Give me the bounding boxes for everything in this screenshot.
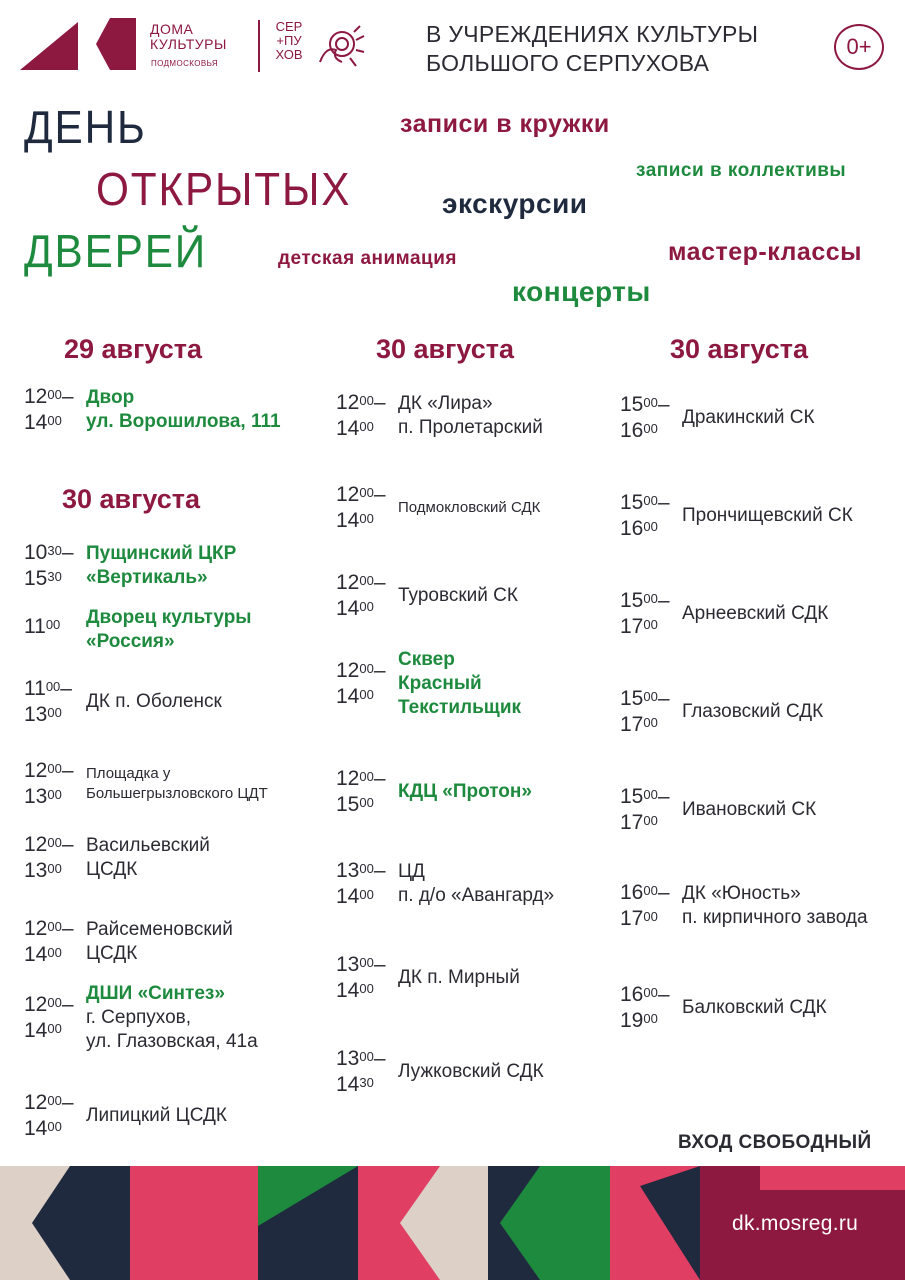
start-minutes: 00 [45, 617, 61, 632]
end-minutes: 00 [47, 1119, 62, 1134]
event-time [336, 1046, 396, 1098]
tag-clubs: записи в кружки [400, 110, 610, 138]
hero-line-1: ДЕНЬ [24, 101, 147, 153]
start-minutes: 00 [359, 955, 374, 970]
start-hour: 12 [336, 571, 360, 594]
date-heading-col2: 30 августа [376, 334, 514, 364]
tag-masterclasses: мастер-классы [668, 238, 862, 266]
end-minutes: 00 [643, 715, 658, 730]
event-venue [682, 882, 868, 930]
event-venue [398, 584, 518, 608]
venue-name: ДК п. Мирный [398, 967, 520, 988]
event-time [24, 676, 84, 728]
end-minutes: 00 [47, 945, 62, 960]
end-hour: 14 [24, 1117, 48, 1140]
start-hour: 10 [24, 541, 48, 564]
end-hour: 14 [24, 943, 48, 966]
event-venue [682, 504, 853, 528]
end-minutes: 00 [643, 909, 658, 924]
start-hour: 12 [336, 767, 360, 790]
logo-subtitle: ПОДМОСКОВЬЯ [151, 59, 219, 68]
venue-name: Прончищевский СК [682, 505, 853, 526]
start-hour: 11 [24, 677, 46, 700]
venue-address: г. Серпухов, ул. Глазовская, 41а [86, 1007, 258, 1052]
age-rating-badge: 0+ [834, 24, 884, 70]
event-venue [398, 1060, 544, 1084]
start-hour: 15 [620, 589, 644, 612]
logo-triangle-icon [20, 22, 78, 70]
end-hour: 14 [336, 1073, 360, 1096]
start-minutes: 00 [45, 679, 61, 694]
end-hour: 13 [24, 785, 48, 808]
event-venue [682, 602, 828, 626]
event-time [336, 390, 396, 442]
peacock-icon [312, 22, 366, 70]
time-dash: – [657, 785, 670, 808]
time-dash: – [61, 833, 74, 856]
date-heading-col1-a: 29 августа [64, 334, 202, 364]
time-dash: – [657, 589, 670, 612]
event-time [24, 992, 84, 1044]
venue-name: Васильевский ЦСДК [86, 835, 210, 880]
event-time [336, 952, 396, 1004]
end-hour: 17 [620, 713, 644, 736]
end-minutes: 00 [643, 813, 658, 828]
city-logo-line1: СЕР [275, 19, 303, 34]
event-time [620, 392, 680, 444]
venue-name: КДЦ «Протон» [398, 781, 532, 802]
event-venue [398, 648, 521, 720]
event-time [620, 490, 680, 542]
end-hour: 14 [24, 411, 48, 434]
time-dash: – [657, 881, 670, 904]
website-link[interactable]: dk.mosreg.ru [732, 1212, 859, 1235]
event-venue [86, 606, 252, 654]
end-minutes: 00 [47, 787, 62, 802]
event-venue [398, 498, 540, 518]
city-logo-text [274, 20, 304, 62]
end-hour: 14 [336, 417, 360, 440]
start-hour: 12 [336, 391, 360, 414]
time-dash: – [657, 393, 670, 416]
venue-name: Лужковский СДК [398, 1061, 544, 1082]
header-title-line2: БОЛЬШОГО СЕРПУХОВА [426, 50, 710, 76]
event-time [24, 614, 84, 640]
end-hour: 14 [336, 597, 360, 620]
end-minutes: 00 [359, 795, 374, 810]
venue-name: ЦД п. д/о «Авангард» [398, 861, 555, 906]
end-minutes: 30 [47, 569, 62, 584]
event-time [336, 482, 396, 534]
end-minutes: 00 [47, 1021, 62, 1036]
tag-concerts: концерты [512, 276, 651, 307]
start-minutes: 00 [643, 493, 658, 508]
venue-name: Туровский СК [398, 585, 518, 606]
date-heading-col1-b: 30 августа [62, 484, 200, 514]
start-hour: 12 [336, 659, 360, 682]
event-time [620, 784, 680, 836]
end-hour: 16 [620, 419, 644, 442]
start-minutes: 00 [359, 393, 374, 408]
logo-title-line1: ДОМА [150, 21, 194, 37]
time-dash: – [61, 541, 74, 564]
start-minutes: 00 [47, 919, 62, 934]
start-hour: 12 [336, 483, 360, 506]
end-minutes: 00 [359, 419, 374, 434]
venue-name: Райсеменовский ЦСДК [86, 919, 233, 964]
city-logo-line2: +ПУ [276, 33, 302, 48]
time-dash: – [61, 993, 74, 1016]
end-minutes: 00 [643, 421, 658, 436]
start-hour: 15 [620, 491, 644, 514]
hero-line-3: ДВЕРЕЙ [24, 225, 208, 277]
end-minutes: 00 [47, 861, 62, 876]
end-minutes: 00 [643, 519, 658, 534]
logo-text [150, 22, 227, 71]
end-minutes: 30 [359, 1075, 374, 1090]
start-hour: 13 [336, 859, 360, 882]
start-minutes: 00 [47, 835, 62, 850]
start-hour: 13 [336, 1047, 360, 1070]
end-minutes: 00 [47, 413, 62, 428]
tag-collectives: записи в коллективы [636, 160, 847, 181]
venue-name: ДК п. Оболенск [86, 691, 222, 712]
end-minutes: 00 [359, 981, 374, 996]
start-minutes: 00 [359, 485, 374, 500]
end-hour: 13 [24, 859, 48, 882]
end-hour: 14 [336, 509, 360, 532]
end-hour: 17 [620, 907, 644, 930]
logo-divider [258, 20, 260, 72]
start-minutes: 00 [643, 787, 658, 802]
end-hour: 15 [336, 793, 360, 816]
event-time [24, 540, 84, 592]
event-venue [682, 798, 816, 822]
start-minutes: 00 [643, 689, 658, 704]
end-hour: 14 [336, 685, 360, 708]
start-minutes: 00 [359, 769, 374, 784]
end-minutes: 00 [643, 1011, 658, 1026]
venue-name: Подмокловский СДК [398, 499, 541, 516]
event-time [336, 858, 396, 910]
venue-name: Пущинский ЦКР «Вертикаль» [86, 543, 237, 588]
event-time [336, 570, 396, 622]
end-hour: 16 [620, 517, 644, 540]
start-minutes: 00 [47, 995, 62, 1010]
time-dash: – [373, 767, 386, 790]
time-dash: – [61, 1091, 74, 1114]
start-minutes: 00 [643, 985, 658, 1000]
start-minutes: 00 [47, 387, 62, 402]
start-hour: 12 [24, 1091, 48, 1114]
end-hour: 15 [24, 567, 48, 590]
logo-k-icon [96, 18, 136, 70]
logo-title-line2: КУЛЬТУРЫ [150, 36, 227, 52]
venue-name: Ивановский СК [682, 799, 817, 820]
event-venue [398, 392, 543, 440]
venue-name: Площадка у Большегрызловского ЦДТ [86, 765, 268, 802]
venue-name: ДК «Лира» п. Пролетарский [398, 393, 543, 438]
end-minutes: 00 [359, 599, 374, 614]
event-venue [86, 918, 233, 966]
time-dash: – [373, 659, 386, 682]
hero-line-2: ОТКРЫТЫХ [96, 163, 352, 215]
event-venue [86, 764, 268, 804]
end-hour: 17 [620, 615, 644, 638]
end-hour: 17 [620, 811, 644, 834]
event-venue [398, 780, 532, 804]
time-dash: – [373, 1047, 386, 1070]
event-venue [682, 406, 815, 430]
venue-name: Дракинский СК [682, 407, 815, 428]
start-hour: 12 [24, 759, 48, 782]
end-minutes: 00 [359, 511, 374, 526]
time-dash: – [373, 953, 386, 976]
event-venue [682, 996, 827, 1020]
time-dash: – [60, 677, 72, 700]
start-hour: 16 [620, 881, 644, 904]
venue-name: Дворец культуры «Россия» [86, 607, 252, 652]
event-time [620, 880, 680, 932]
free-entry-note: ВХОД СВОБОДНЫЙ [678, 1132, 872, 1153]
event-time [24, 384, 84, 436]
start-minutes: 00 [359, 1049, 374, 1064]
header-title-line1: В УЧРЕЖДЕНИЯХ КУЛЬТУРЫ [426, 21, 759, 47]
time-dash: – [373, 859, 386, 882]
end-minutes: 00 [643, 617, 658, 632]
venue-name: Арнеевский СДК [682, 603, 829, 624]
time-dash: – [61, 917, 74, 940]
venue-name: Двор ул. Ворошилова, 111 [86, 387, 281, 432]
event-venue [398, 966, 520, 990]
end-minutes: 00 [47, 705, 62, 720]
event-venue [86, 1104, 227, 1128]
event-time [24, 758, 84, 810]
event-venue [86, 982, 258, 1054]
time-dash: – [657, 687, 670, 710]
event-time [620, 982, 680, 1034]
start-minutes: 30 [47, 543, 62, 558]
date-heading-col3: 30 августа [670, 334, 808, 364]
time-dash: – [61, 385, 74, 408]
start-hour: 11 [24, 615, 46, 638]
end-hour: 14 [24, 1019, 48, 1042]
event-time [336, 766, 396, 818]
start-hour: 12 [24, 917, 48, 940]
start-hour: 12 [24, 385, 48, 408]
time-dash: – [657, 491, 670, 514]
event-venue [86, 386, 281, 434]
event-venue [398, 860, 554, 908]
start-hour: 12 [24, 833, 48, 856]
tag-excursions: экскурсии [442, 188, 588, 219]
time-dash: – [373, 571, 386, 594]
end-hour: 14 [336, 979, 360, 1002]
start-hour: 15 [620, 393, 644, 416]
venue-name: Сквер Красный Текстильщик [398, 649, 522, 718]
start-minutes: 00 [359, 661, 374, 676]
event-venue [86, 834, 210, 882]
time-dash: – [61, 759, 74, 782]
tag-animation: детская анимация [278, 248, 457, 269]
venue-name: Липицкий ЦСДК [86, 1105, 227, 1126]
header-title [426, 20, 758, 78]
event-time [620, 588, 680, 640]
start-minutes: 00 [643, 395, 658, 410]
end-hour: 13 [24, 703, 48, 726]
start-hour: 15 [620, 785, 644, 808]
end-hour: 19 [620, 1009, 644, 1032]
event-venue [682, 700, 823, 724]
start-hour: 12 [24, 993, 48, 1016]
venue-name: Балковский СДК [682, 997, 827, 1018]
venue-name: ДК «Юность» п. кирпичного завода [682, 883, 868, 928]
event-time [24, 916, 84, 968]
event-time [24, 832, 84, 884]
event-time [24, 1090, 84, 1142]
time-dash: – [373, 483, 386, 506]
venue-name: Глазовский СДК [682, 701, 824, 722]
start-minutes: 00 [47, 1093, 62, 1108]
venue-name: ДШИ «Синтез» [86, 983, 225, 1004]
start-minutes: 00 [47, 761, 62, 776]
start-minutes: 00 [643, 591, 658, 606]
end-hour: 14 [336, 885, 360, 908]
start-hour: 15 [620, 687, 644, 710]
end-minutes: 00 [359, 687, 374, 702]
start-hour: 13 [336, 953, 360, 976]
event-venue [86, 542, 236, 590]
start-minutes: 00 [643, 883, 658, 898]
event-time [336, 658, 396, 710]
start-hour: 16 [620, 983, 644, 1006]
start-minutes: 00 [359, 861, 374, 876]
city-logo-line3: ХОВ [275, 47, 303, 62]
time-dash: – [657, 983, 670, 1006]
event-venue [86, 690, 222, 714]
time-dash: – [373, 391, 386, 414]
end-minutes: 00 [359, 887, 374, 902]
event-time [620, 686, 680, 738]
start-minutes: 00 [359, 573, 374, 588]
